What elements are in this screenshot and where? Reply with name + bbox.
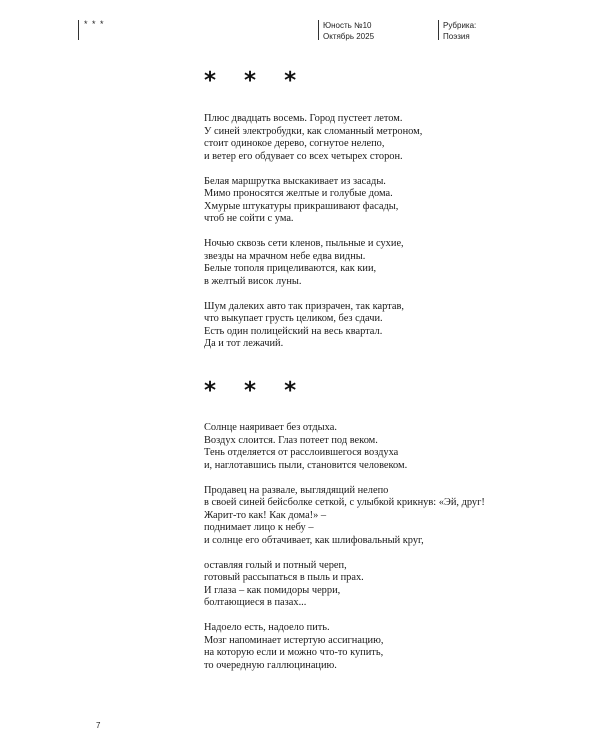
poem-line: И глаза – как помидоры черри, [204,584,341,596]
poem-line: Солнце наяривает без отдыха. [204,422,337,433]
poem1-stanza [204,113,564,163]
issue-date: Октябрь 2025 [323,32,375,41]
journal-info [323,20,374,42]
poem-line: поднимает лицо к небу – [204,522,314,533]
poem-line: Белые тополя прицеливаются, как кии, [204,263,377,274]
poem-line: на которую если и можно что-то купить, [204,647,384,658]
poem2-stanza [204,485,564,548]
poem-line: оставляя голый и потный череп, [204,559,347,571]
poem2-stars: * * * [204,378,307,404]
poem-line: Плюс двадцать восемь. Город пустеет летом. [204,113,403,124]
poem-line: то очередную галлюцинацию. [204,659,337,671]
poem-line: чтоб не сойти с ума. [204,213,294,224]
poem-line: Есть один полицейский на весь квартал. [204,325,383,337]
poem-line: Мозг напоминает истертую ассигнацию, [204,634,384,646]
poem-line: Да и тот лежачий. [204,338,284,349]
poem-line: Жарит-то как! Как дома!» – [204,509,327,521]
corner-stars-mark: * * * [84,19,105,29]
poem1-stars: * * * [204,68,307,94]
poem-line: Продавец на развале, выглядящий нелепо [204,484,389,496]
poem-line: Шум далеких авто так призрачен, так картав, [204,300,404,312]
poem-line: Белая маршрутка выскакивает из засады. [204,175,386,187]
poem-line: и, наглотавшись пыли, становится человеком. [204,459,408,471]
poem2-stanza [204,622,564,672]
poem-line: в желтый висок луны. [204,275,302,287]
poem2-stanza [204,422,564,472]
poem2-stanza [204,560,564,610]
rubric-label: Рубрика: [443,21,477,30]
poem-line: и солнце его обтачивает, как шлифовальный круг, [204,534,424,546]
poem-line: Тень отделяется от расслоившегося воздуха [204,447,399,458]
poem-line: Воздух слоится. Глаз потеет под веком. [204,434,378,446]
poem-line: Мимо проносятся желтые и голубые дома. [204,188,393,199]
rubric-value: Поэзия [443,32,470,41]
journal-title: Юность №10 [323,21,372,30]
poem1-stanza [204,176,564,226]
poem1-body [204,113,564,363]
poem-line: Хмурые штукатуры прикрашивают фасады, [204,200,399,212]
poem-line: и ветер его обдувает со всех четырех сторон. [204,150,403,162]
poem-line: звезды на мрачном небе едва видны. [204,250,366,262]
poem1-stanza [204,238,564,288]
poem-line: что выкупает грусть целиком, без сдачи. [204,313,383,324]
poem-line: в своей синей бейсболке сеткой, с улыбкой крикнув: «Эй, друг! [204,497,485,508]
rubric-info [443,20,476,42]
header-rule-left [78,20,79,40]
poem2-body [204,422,564,685]
header-rule-right [438,20,439,40]
poem-line: готовый рассыпаться в пыль и прах. [204,572,364,583]
poem-line: болтающиеся в пазах... [204,597,307,608]
poem-line: Ночью сквозь сети кленов, пыльные и сухие, [204,238,404,249]
page-number: 7 [96,721,101,730]
header-rule-middle [318,20,319,40]
poem1-stanza [204,301,564,351]
poem-line: Надоело есть, надоело пить. [204,622,330,633]
poem-line: стоит одинокое дерево, согнутое нелепо, [204,138,385,149]
poem-line: У синей электробудки, как сломанный метроном, [204,125,423,137]
